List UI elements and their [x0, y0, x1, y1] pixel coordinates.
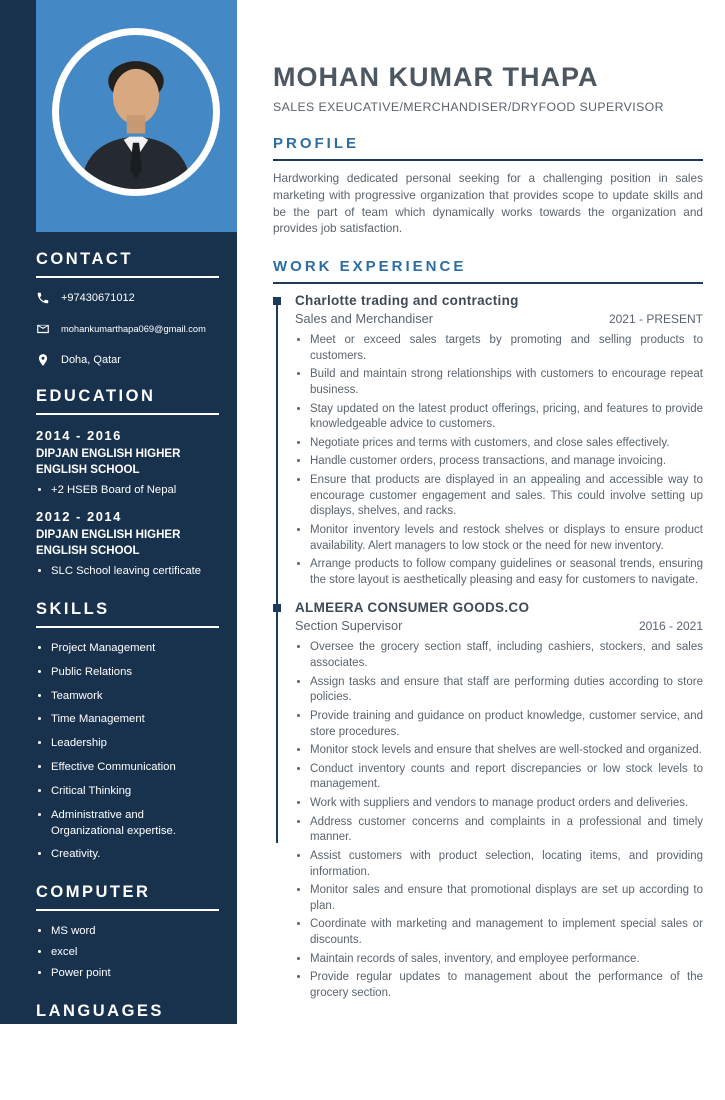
contact-location-text: Doha, Qatar — [61, 354, 121, 366]
job-role: Section Supervisor — [295, 618, 403, 634]
profile-heading: PROFILE — [273, 135, 360, 152]
phone-icon — [36, 291, 50, 305]
person-avatar-icon — [59, 35, 213, 189]
education-detail: • SLC School leaving certificate — [51, 564, 219, 580]
computer-skill-item: • MS word — [51, 924, 219, 940]
email-icon — [36, 322, 50, 336]
languages-heading: LANGUAGES — [36, 1001, 164, 1020]
education-section — [36, 387, 219, 580]
skill-item: • Project Management — [51, 641, 219, 657]
contact-phone-text: +97430671012 — [61, 292, 135, 304]
contact-item-location — [36, 353, 219, 367]
work-experience-heading: WORK EXPERIENCE — [273, 258, 467, 275]
company-name: Charlotte trading and contracting — [295, 293, 519, 308]
heading-underline — [36, 626, 219, 628]
education-years: 2012 - 2014 — [36, 509, 122, 524]
job-header — [295, 600, 703, 633]
duty-item: • Stay updated on the latest product offerings, pricing, and features to provide knowledgeable advice to customers. — [310, 402, 703, 433]
education-school: DIPJAN ENGLISH HIGHER ENGLISH SCHOOL — [36, 529, 181, 558]
location-icon — [36, 353, 50, 367]
duty-item: • Arrange products to follow company guidelines or seasonal trends, ensuring the store layout is aesthetically pleasing and easy for customers to navigate. — [310, 557, 703, 588]
sidebar-content — [0, 232, 237, 1098]
skill-item: • Time Management — [51, 712, 219, 728]
job-duties-list — [295, 333, 703, 588]
section-underline — [273, 282, 703, 284]
computer-heading: COMPUTER — [36, 883, 151, 902]
contact-heading: CONTACT — [36, 250, 133, 268]
skill-item: • Effective Communication — [51, 760, 219, 776]
heading-underline — [36, 413, 219, 415]
candidate-title: SALES EXEUCATIVE/MERCHANDISER/DRYFOOD SUPERVISOR — [273, 100, 664, 114]
computer-skill-item: • Power point — [51, 966, 219, 982]
timeline-dot — [273, 604, 281, 612]
duty-item: • Meet or exceed sales targets by promoting and selling products to customers. — [310, 333, 703, 364]
job-period: 2021 - PRESENT — [608, 312, 703, 326]
duty-item: • Assign tasks and ensure that staff are performing duties according to store policies. — [310, 675, 703, 706]
job-entry-charlotte — [295, 293, 703, 588]
heading-underline — [36, 909, 219, 911]
sidebar — [0, 0, 237, 1098]
contact-item-phone — [36, 291, 219, 305]
duty-item: • Monitor stock levels and ensure that shelves are well-stocked and organized. — [310, 743, 703, 759]
contact-item-email — [36, 322, 219, 336]
contact-email-text[interactable]: mohankumarthapa069@gmail.com — [61, 324, 206, 334]
education-heading: EDUCATION — [36, 387, 156, 405]
heading-underline — [36, 1028, 219, 1030]
heading-underline — [36, 276, 219, 278]
skill-item: • Creativity. — [51, 847, 219, 863]
duty-item: • Work with suppliers and vendors to manage product orders and deliveries. — [310, 796, 703, 812]
main-content — [237, 0, 725, 1024]
education-entry — [36, 509, 219, 580]
skill-item: • Critical Thinking — [51, 784, 219, 800]
timeline-dot — [273, 297, 281, 305]
language-item: • Hindi — [51, 1084, 219, 1100]
languages-section — [36, 1002, 219, 1100]
job-period: 2016 - 2021 — [638, 619, 703, 634]
skill-item: • Administrative and Organizational expertise. — [51, 808, 219, 840]
computer-skill-item: • excel — [51, 945, 219, 961]
computer-section — [36, 883, 219, 981]
duty-item: • Oversee the grocery section staff, including cashiers, stockers, and sales associates. — [310, 640, 703, 671]
duty-item: • Provide regular updates to management about the performance of the grocery section. — [310, 970, 703, 1001]
duty-item: • Assist customers with product selection, locating items, and providing information. — [310, 849, 703, 880]
duty-item: • Build and maintain strong relationships with customers to encourage repeat business. — [310, 367, 703, 398]
photo-background — [36, 0, 237, 232]
contact-section — [36, 250, 219, 367]
experience-timeline — [273, 293, 703, 1002]
skill-item: • Leadership — [51, 736, 219, 752]
company-name: ALMEERA CONSUMER GOODS.CO — [295, 600, 530, 616]
education-years: 2014 - 2016 — [36, 428, 122, 443]
profile-photo — [59, 35, 213, 189]
duty-item: • Monitor inventory levels and restock shelves or displays to ensure product availability. Alert managers to low stock or the need for new inventory. — [310, 523, 703, 554]
education-detail: • +2 HSEB Board of Nepal — [51, 483, 219, 499]
duty-item: • Handle customer orders, process transactions, and manage invoicing. — [310, 454, 703, 470]
duty-item: • Address customer concerns and complaints in a professional and timely manner. — [310, 815, 703, 846]
duty-item: • Negotiate prices and terms with customers, and close sales effectively. — [310, 436, 703, 452]
skills-section — [36, 600, 219, 863]
duty-item: • Monitor sales and ensure that promotional displays are set up according to plan. — [310, 883, 703, 914]
job-role: Sales and Merchandiser — [295, 311, 433, 326]
skill-item: • Public Relations — [51, 665, 219, 681]
skill-item: • Teamwork — [51, 689, 219, 705]
duty-item: • Maintain records of sales, inventory, and employee performance. — [310, 952, 703, 968]
section-underline — [273, 159, 703, 161]
education-entry — [36, 428, 219, 499]
timeline-line — [276, 303, 278, 843]
duty-item: • Provide training and guidance on product knowledge, customer service, and store procedures. — [310, 709, 703, 740]
job-header — [295, 293, 703, 326]
photo-ring — [52, 28, 220, 196]
job-duties-list — [295, 640, 703, 1001]
duty-item: • Ensure that products are displayed in an appealing and accessible way to encourage customer engagement and sales. This could involve setting up displays, shelves, and racks. — [310, 473, 703, 520]
duty-item: • Coordinate with marketing and management to implement special sales or discounts. — [310, 917, 703, 948]
language-item: • English (Fluent) — [51, 1043, 219, 1059]
skills-heading: SKILLS — [36, 600, 110, 618]
duty-item: • Conduct inventory counts and report discrepancies or low stock levels to management. — [310, 762, 703, 793]
language-item: • Arabic — [51, 1063, 219, 1079]
job-entry-almeera — [295, 600, 703, 1001]
profile-summary: Hardworking dedicated personal seeking for a challenging position in sales marketing with progressive organization that provides scope to update skills and be the part of team which dynamically works towards the organization and provides job satisfaction. — [273, 171, 703, 236]
education-school: DIPJAN ENGLISH HIGHER ENGLISH SCHOOL — [36, 448, 181, 477]
candidate-name: MOHAN KUMAR THAPA — [273, 62, 599, 92]
